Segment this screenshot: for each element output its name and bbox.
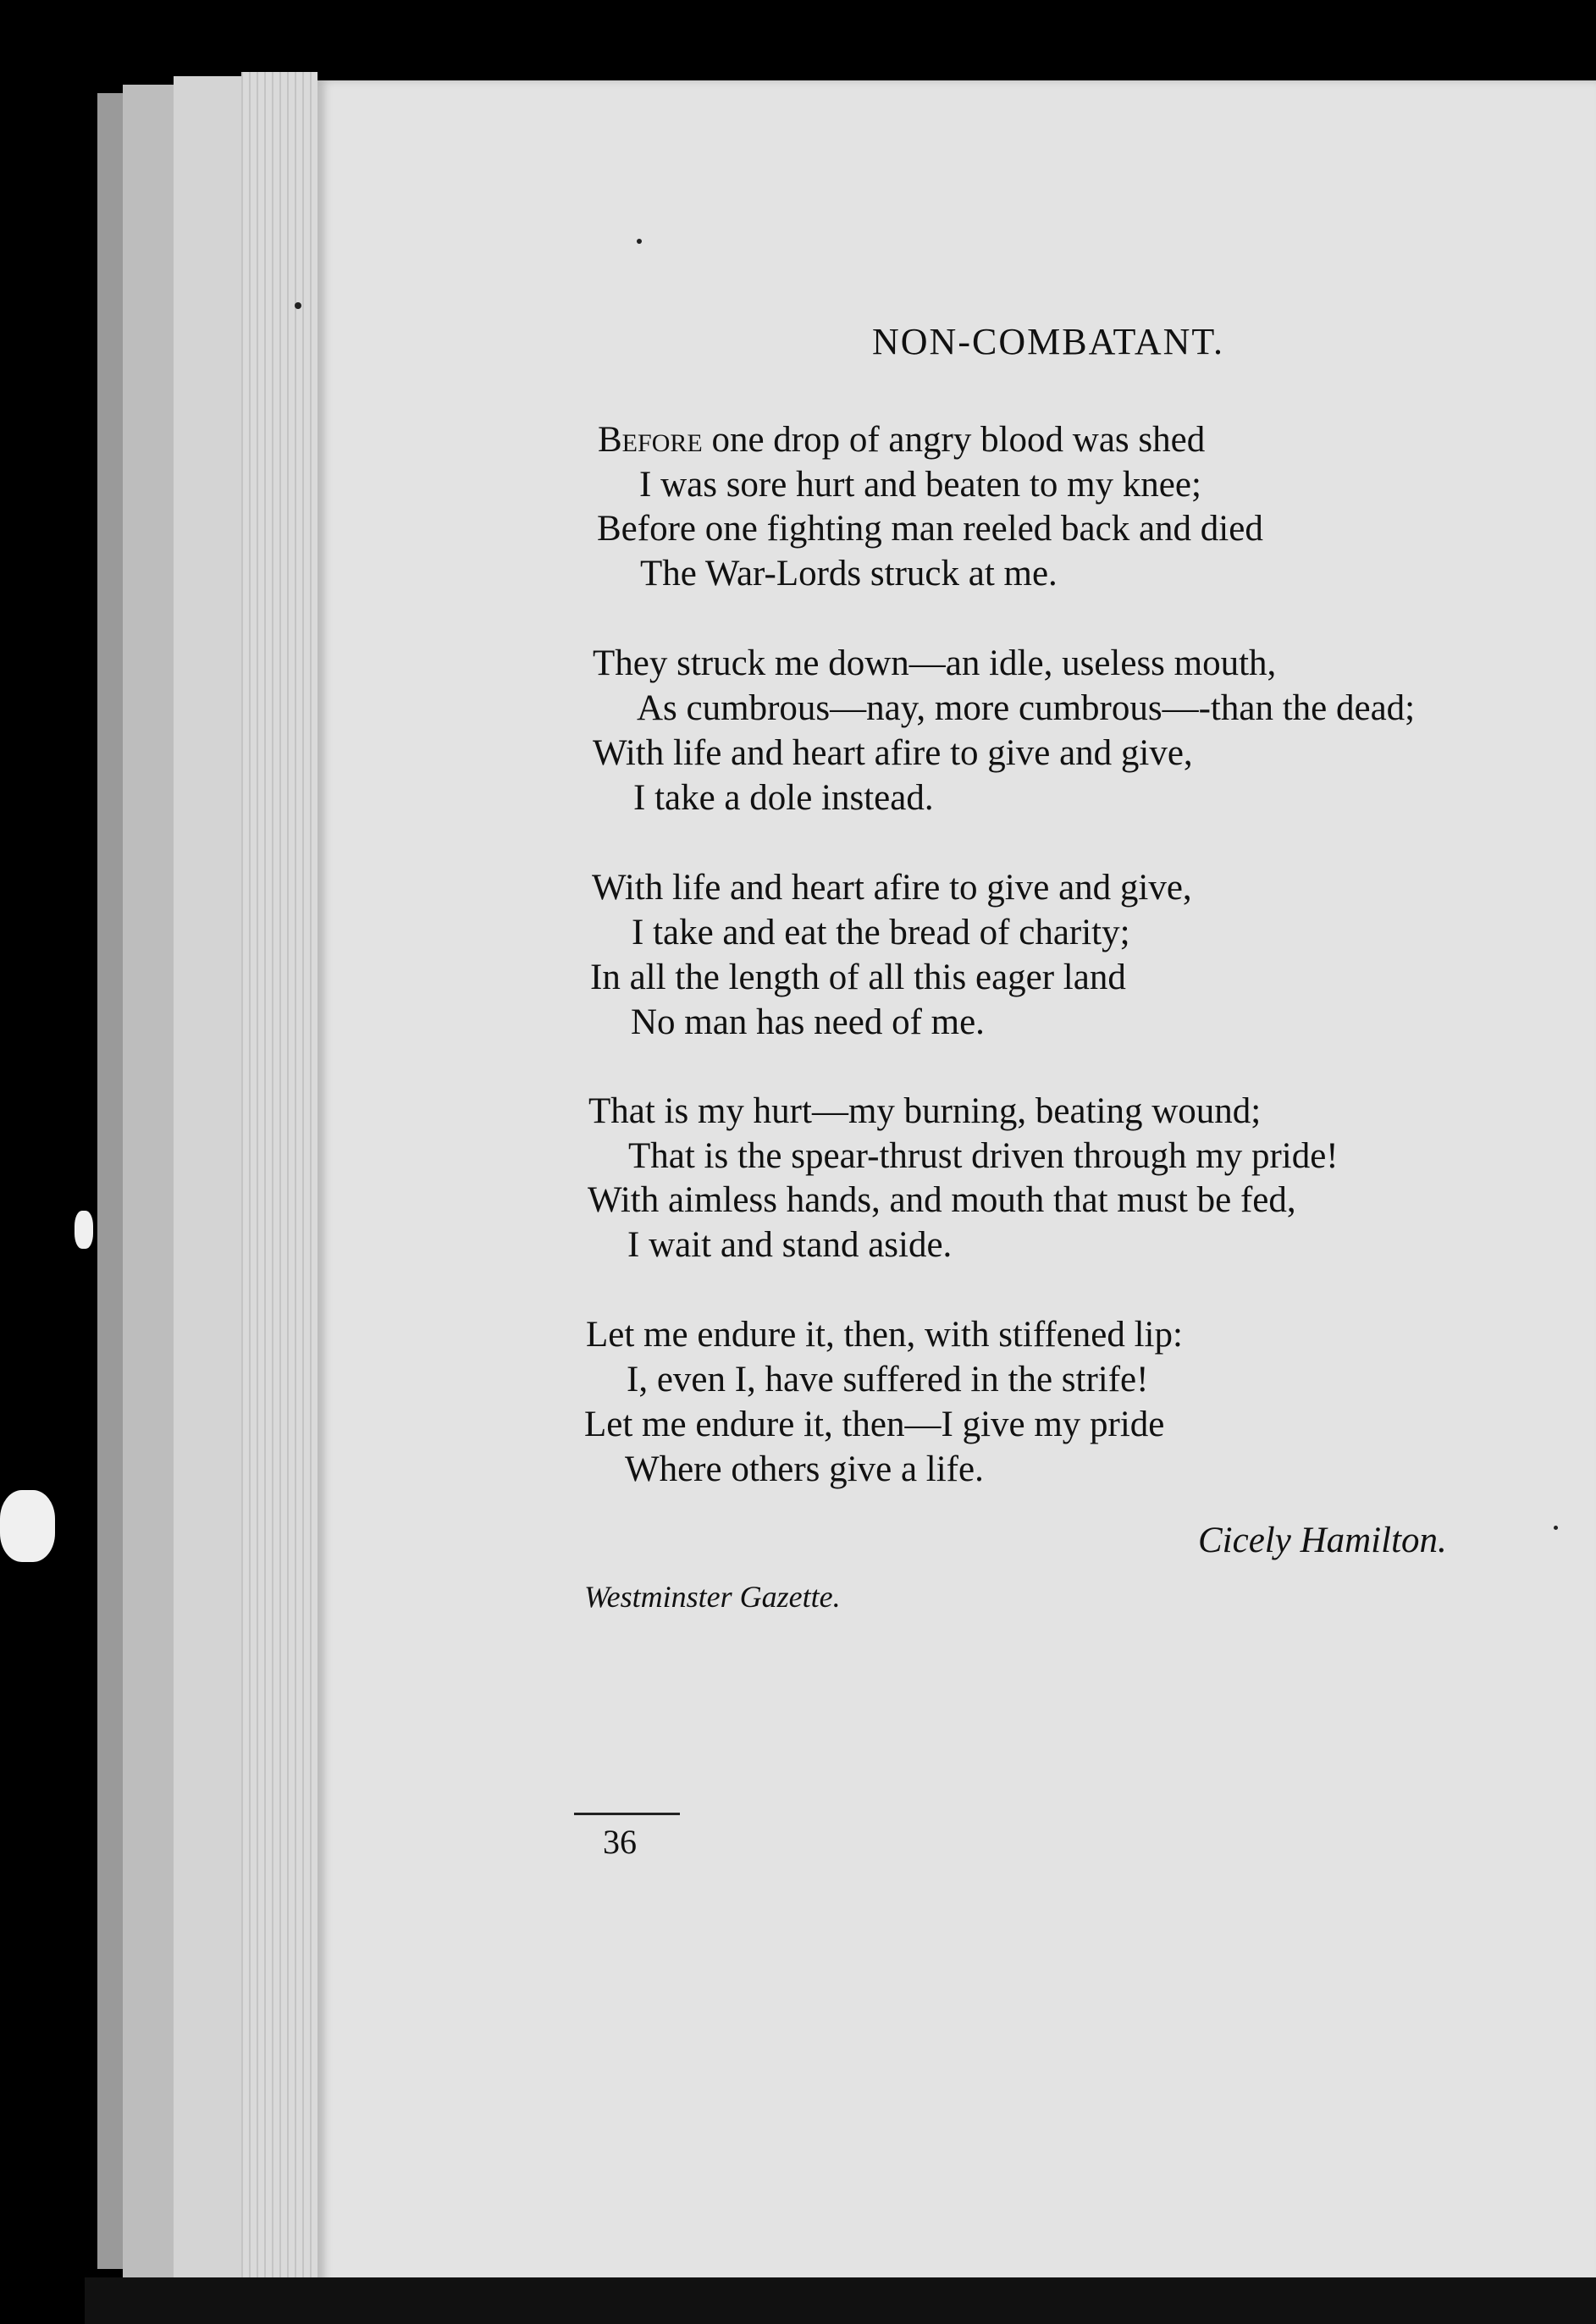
footer-rule [574,1813,680,1815]
poem-line [598,422,1205,458]
poem-title: NON-COMBATANT. [872,321,1224,362]
page-edge-outer [97,93,123,2269]
paper-blot [75,1211,93,1249]
poem-line-rest: one drop of angry blood was shed [702,420,1206,460]
drop-word: Before [598,420,703,460]
paper-blot [0,1490,55,1562]
poem-line: With aimless hands, and mouth that must be fed, [588,1180,1296,1220]
poem-line: I take and eat the bread of charity; [632,913,1130,952]
poem-line: With life and heart afire to give and give, [592,868,1192,908]
poem-line: Before one fighting man reeled back and died [597,509,1263,549]
poem-line: With life and heart afire to give and give, [593,733,1193,773]
poem-line: Where others give a life. [625,1449,984,1489]
page-edge-middle [123,85,174,2277]
poem-line: I was sore hurt and beaten to my knee; [639,465,1201,505]
poem-line: In all the length of all this eager land [590,958,1126,997]
poem-line: The War-Lords struck at me. [640,554,1058,593]
page-number: 36 [603,1823,637,1861]
poem-line: I, even I, have suffered in the strife! [627,1360,1149,1399]
poem-line: I wait and stand aside. [627,1225,953,1265]
source-credit: Westminster Gazette. [584,1580,841,1614]
author-signature: Cicely Hamilton. [1198,1521,1447,1560]
poem-line: No man has need of me. [631,1002,985,1042]
dust-speck [295,302,301,309]
dust-speck [637,239,642,244]
poem-line: That is the spear-thrust driven through my pride! [628,1136,1339,1176]
page-edge-inner [174,76,241,2277]
poem-line: They struck me down—an idle, useless mouth, [593,643,1277,683]
poem-line: I take a dole instead. [633,778,934,818]
poem-line: That is my hurt—my burning, beating wound; [588,1091,1262,1131]
bottom-shadow [85,2277,1596,2324]
poem-line: Let me endure it, then—I give my pride [584,1405,1165,1444]
dust-speck [1554,1526,1558,1530]
poem-line: Let me endure it, then, with stiffened lip: [586,1315,1183,1355]
page-stack-lines [241,72,318,2282]
poem-line: As cumbrous—nay, more cumbrous—-than the dead; [637,688,1416,728]
